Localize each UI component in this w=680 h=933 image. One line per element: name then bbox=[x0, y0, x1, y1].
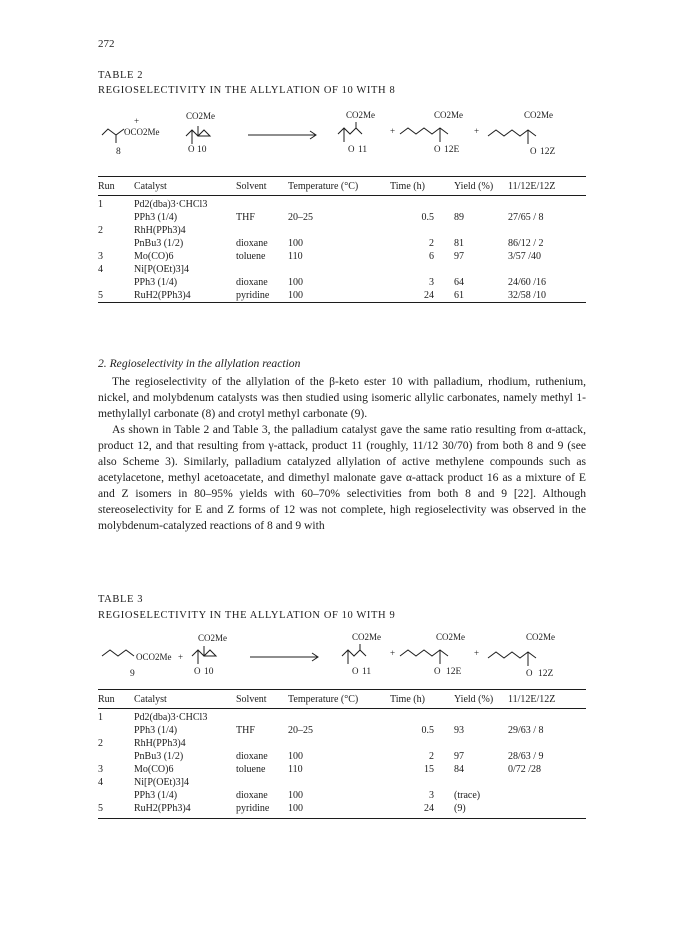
t2-r3-cat: PnBu3 (1/2) bbox=[134, 238, 184, 249]
t3-r3-yield: 97 bbox=[454, 751, 464, 762]
table-row bbox=[98, 737, 586, 750]
t3-r5-time bbox=[390, 776, 454, 789]
t2-r6-temp: 100 bbox=[288, 277, 303, 288]
t3-r2-time bbox=[390, 737, 454, 750]
t3-h-time: Time (h) bbox=[390, 694, 425, 705]
t3-r0-run: 1 bbox=[98, 712, 103, 723]
t2-r6-cat: PPh3 (1/4) bbox=[134, 277, 178, 288]
t3-h-cat: Catalyst bbox=[134, 694, 167, 705]
t2-r1-yield: 89 bbox=[454, 212, 464, 223]
t3-sub-4: CO2Me bbox=[526, 632, 555, 642]
table2-label: TABLE 2 bbox=[98, 70, 144, 81]
t3-r1-time: 0.5 bbox=[421, 725, 434, 736]
t3-r7-yield: (9) bbox=[454, 803, 466, 814]
t3-r6-yield: (trace) bbox=[454, 790, 481, 801]
t2-r6-time: 3 bbox=[429, 277, 434, 288]
t2-r0-sel bbox=[508, 198, 586, 211]
t3-r5-run: 4 bbox=[98, 777, 103, 788]
t3-plus-1: + bbox=[178, 652, 184, 662]
t3-p11-skeleton bbox=[342, 644, 366, 656]
t2-r4-run: 3 bbox=[98, 251, 103, 262]
t3-cmpd-12e: 12E bbox=[446, 667, 462, 677]
t3-r5-cat: Ni[P(OEt)3]4 bbox=[134, 777, 189, 788]
table-row bbox=[98, 237, 586, 250]
t3-h-yield: Yield (%) bbox=[454, 694, 494, 705]
table3-header-row bbox=[98, 691, 586, 708]
t3-r3-sel: 28/63 / 9 bbox=[508, 751, 544, 762]
t2-r4-yield: 97 bbox=[454, 251, 464, 262]
t2-r3-run bbox=[98, 237, 134, 250]
table3-reaction-scheme bbox=[98, 632, 586, 686]
t2-oxygen-2: O bbox=[348, 144, 355, 154]
page-number: 272 bbox=[98, 38, 115, 50]
t2-r2-yield bbox=[454, 224, 508, 237]
t3-r0-time bbox=[390, 711, 454, 724]
t2-r1-sol: THF bbox=[236, 212, 255, 223]
t3-oxygen-1: O bbox=[194, 666, 201, 676]
t2-r4-cat: Mo(CO)6 bbox=[134, 251, 174, 262]
table-row bbox=[98, 789, 586, 802]
t2-sub-1: CO2Me bbox=[186, 111, 215, 121]
t3-r1-temp: 20–25 bbox=[288, 725, 313, 736]
t2-r5-time bbox=[390, 263, 454, 276]
table-row bbox=[98, 776, 586, 789]
body-text bbox=[98, 374, 586, 534]
t2-r2-sel bbox=[508, 224, 586, 237]
t2-h-run: Run bbox=[98, 181, 115, 192]
t2-r4-sol: toluene bbox=[236, 251, 266, 262]
t3-r2-sol bbox=[236, 737, 288, 750]
t3-plus-3: + bbox=[474, 648, 480, 658]
t3-r3-temp: 100 bbox=[288, 751, 303, 762]
t2-r1-sel: 27/65 / 8 bbox=[508, 212, 544, 223]
t3-oxygen-3: O bbox=[434, 666, 441, 676]
paragraph-1: The regioselectivity of the allylation of the β-keto ester 10 with palladium, rhodium, ruthenium, nickel, and molybdenum catalysts was then studied using isomeric allylic carbonates, namely methyl 1-methylallyl carbonate (8) and crotyl methyl carbonate (9). bbox=[98, 375, 586, 420]
t2-r5-cat: Ni[P(OEt)3]4 bbox=[134, 264, 189, 275]
t3-p12z-skeleton bbox=[488, 652, 536, 658]
t3-r0-temp bbox=[288, 711, 390, 724]
t3-r5-temp bbox=[288, 776, 390, 789]
t2-r7-time: 24 bbox=[424, 290, 434, 301]
t2-r0-sol bbox=[236, 198, 288, 211]
t2-r6-run bbox=[98, 276, 134, 289]
t2-r7-sel: 32/58 /10 bbox=[508, 290, 547, 301]
table-row bbox=[98, 724, 586, 737]
t3-r5-yield bbox=[454, 776, 508, 789]
t2-r2-time bbox=[390, 224, 454, 237]
t3-r4-temp: 110 bbox=[288, 764, 303, 775]
table2-top-rule bbox=[98, 176, 586, 177]
t2-plus-2: + bbox=[390, 126, 396, 136]
t2-r0-cat: Pd2(dba)3·CHCl3 bbox=[134, 199, 208, 210]
table3-top-rule bbox=[98, 689, 586, 690]
t2-r1-time: 0.5 bbox=[421, 212, 434, 223]
t3-r0-sol bbox=[236, 711, 288, 724]
t2-r1-run bbox=[98, 211, 134, 224]
t2-r7-cat: RuH2(PPh3)4 bbox=[134, 290, 191, 301]
t3-r6-sel bbox=[508, 789, 586, 802]
t2-r6-sol: dioxane bbox=[236, 277, 268, 288]
t3-r6-temp: 100 bbox=[288, 790, 303, 801]
t2-r3-yield: 81 bbox=[454, 238, 464, 249]
t2-r0-run: 1 bbox=[98, 199, 103, 210]
t3-r6-sol: dioxane bbox=[236, 790, 268, 801]
t3-h-temp: Temperature (°C) bbox=[288, 694, 359, 705]
t3-r7-sel bbox=[508, 802, 586, 815]
t2-h-yield: Yield (%) bbox=[454, 181, 494, 192]
t2-r7-temp: 100 bbox=[288, 290, 303, 301]
t3-r2-temp bbox=[288, 737, 390, 750]
table-row bbox=[98, 263, 586, 276]
table-row bbox=[98, 802, 586, 815]
table-row bbox=[98, 224, 586, 237]
table-row bbox=[98, 198, 586, 211]
t3-r3-time: 2 bbox=[429, 751, 434, 762]
t2-plus-1: + bbox=[134, 116, 140, 126]
t3-r5-sel bbox=[508, 776, 586, 789]
t3-oxygen-2: O bbox=[352, 666, 359, 676]
paragraph-2: As shown in Table 2 and Table 3, the palladium catalyst gave the same ratio resulting from α-attack, product 12, and that resulting from γ-attack, product 11 (roughly, 11/12 30/70) from both 8 and 9 (see also Scheme 3). Similarly, palladium catalyzed allylation of active methylene compounds such as acetylacetone, methyl acetoacetate, and dimethyl malonate gave α-attack product 16 as a mixture of E and Z isomers in 80–95% yields with 60–70% selectivities from both 8 and 9 [22]. Although stereoselectivity for E and Z forms of 12 was not complete, high regioselectivity was observed in the molybdenum-catalyzed reactions of 8 and 9 with bbox=[98, 423, 586, 532]
t2-sub-0: OCO2Me bbox=[124, 127, 160, 137]
table3 bbox=[98, 691, 586, 815]
t2-h-time: Time (h) bbox=[390, 181, 425, 192]
t2-r5-run: 4 bbox=[98, 264, 103, 275]
t3-r2-run: 2 bbox=[98, 738, 103, 749]
t2-r3-sel: 86/12 / 2 bbox=[508, 238, 544, 249]
t2-r0-time bbox=[390, 198, 454, 211]
t3-r4-yield: 84 bbox=[454, 764, 464, 775]
t2-ketoester-skeleton bbox=[186, 126, 210, 136]
t2-r1-cat: PPh3 (1/4) bbox=[134, 212, 178, 223]
table3-bottom-rule bbox=[98, 818, 586, 819]
t2-reagent-skeleton bbox=[102, 129, 124, 143]
t2-cmpd-12z: 12Z bbox=[540, 147, 556, 157]
t3-r0-cat: Pd2(dba)3·CHCl3 bbox=[134, 712, 208, 723]
table-row bbox=[98, 289, 586, 302]
table2 bbox=[98, 178, 586, 302]
t3-r6-run bbox=[98, 789, 134, 802]
t3-r4-cat: Mo(CO)6 bbox=[134, 764, 174, 775]
t3-r3-sol: dioxane bbox=[236, 751, 268, 762]
t2-r2-sol bbox=[236, 224, 288, 237]
t3-r4-sol: toluene bbox=[236, 764, 266, 775]
t3-cmpd-10: 10 bbox=[204, 667, 214, 677]
t3-r7-temp: 100 bbox=[288, 803, 303, 814]
t2-cmpd-11: 11 bbox=[358, 145, 368, 155]
t2-sub-3: CO2Me bbox=[434, 110, 463, 120]
t3-r4-run: 3 bbox=[98, 764, 103, 775]
t2-r3-time: 2 bbox=[429, 238, 434, 249]
t3-r7-time: 24 bbox=[424, 803, 434, 814]
t3-r2-cat: RhH(PPh3)4 bbox=[134, 738, 186, 749]
t2-sub-4: CO2Me bbox=[524, 110, 553, 120]
t3-r1-sel: 29/63 / 8 bbox=[508, 725, 544, 736]
t2-r2-temp bbox=[288, 224, 390, 237]
t2-r7-yield: 61 bbox=[454, 290, 464, 301]
t2-r6-sel: 24/60 /16 bbox=[508, 277, 547, 288]
t3-r1-cat: PPh3 (1/4) bbox=[134, 725, 178, 736]
t3-p12e-skeleton bbox=[400, 650, 448, 656]
table-row bbox=[98, 250, 586, 263]
t3-r7-cat: RuH2(PPh3)4 bbox=[134, 803, 191, 814]
table2-bottom-rule bbox=[98, 302, 586, 303]
t2-oxygen-4: O bbox=[530, 146, 537, 156]
t3-sub-2: CO2Me bbox=[352, 632, 381, 642]
t3-r4-time: 15 bbox=[424, 764, 434, 775]
t3-h-sol: Solvent bbox=[236, 694, 267, 705]
t3-r1-run bbox=[98, 724, 134, 737]
t2-r5-sol bbox=[236, 263, 288, 276]
t3-r3-cat: PnBu3 (1/2) bbox=[134, 751, 184, 762]
t3-ketoester-skeleton bbox=[192, 646, 216, 656]
t2-cmpd-8: 8 bbox=[116, 147, 121, 157]
t2-r4-time: 6 bbox=[429, 251, 434, 262]
table-row bbox=[98, 211, 586, 224]
t2-p12e-skeleton bbox=[400, 128, 448, 134]
table-row bbox=[98, 750, 586, 763]
t2-r7-sol: pyridine bbox=[236, 290, 270, 301]
t2-r4-sel: 3/57 /40 bbox=[508, 251, 542, 262]
t2-r7-run: 5 bbox=[98, 290, 103, 301]
table-row bbox=[98, 763, 586, 776]
table-row bbox=[98, 276, 586, 289]
table3-label: TABLE 3 bbox=[98, 594, 144, 605]
table2-header-row bbox=[98, 178, 586, 195]
t2-r2-run: 2 bbox=[98, 225, 103, 236]
t2-p11-skeleton bbox=[338, 122, 362, 134]
table-row bbox=[98, 711, 586, 724]
t2-r4-temp: 110 bbox=[288, 251, 303, 262]
t3-cmpd-11: 11 bbox=[362, 667, 372, 677]
t2-r3-sol: dioxane bbox=[236, 238, 268, 249]
t3-r7-run: 5 bbox=[98, 803, 103, 814]
t3-cmpd-9: 9 bbox=[130, 669, 135, 679]
t3-r6-cat: PPh3 (1/4) bbox=[134, 790, 178, 801]
t2-r6-yield: 64 bbox=[454, 277, 464, 288]
t3-sub-0: OCO2Me bbox=[136, 652, 172, 662]
table3-body bbox=[98, 708, 586, 815]
t2-p12z-skeleton bbox=[488, 130, 536, 136]
t2-r0-yield bbox=[454, 198, 508, 211]
section-heading: 2. Regioselectivity in the allylation reaction bbox=[98, 357, 301, 370]
t2-r5-yield bbox=[454, 263, 508, 276]
t3-r7-sol: pyridine bbox=[236, 803, 270, 814]
t3-sub-3: CO2Me bbox=[436, 632, 465, 642]
t3-plus-2: + bbox=[390, 648, 396, 658]
t2-oxygen-3: O bbox=[434, 144, 441, 154]
t2-r0-temp bbox=[288, 198, 390, 211]
t2-cmpd-12e: 12E bbox=[444, 145, 460, 155]
t2-r3-temp: 100 bbox=[288, 238, 303, 249]
t2-cmpd-10: 10 bbox=[197, 145, 207, 155]
t3-reagent-skeleton bbox=[102, 650, 134, 656]
t2-h-sel: 11/12E/12Z bbox=[508, 181, 556, 192]
t2-plus-3: + bbox=[474, 126, 480, 136]
t2-h-cat: Catalyst bbox=[134, 181, 167, 192]
t2-r5-sel bbox=[508, 263, 586, 276]
t2-h-temp: Temperature (°C) bbox=[288, 181, 359, 192]
t3-oxygen-4: O bbox=[526, 668, 533, 678]
t3-cmpd-12z: 12Z bbox=[538, 669, 554, 679]
t2-r5-temp bbox=[288, 263, 390, 276]
t2-sub-2: CO2Me bbox=[346, 110, 375, 120]
t3-r1-yield: 93 bbox=[454, 725, 464, 736]
t3-r5-sol bbox=[236, 776, 288, 789]
table2-body bbox=[98, 195, 586, 302]
t2-h-sol: Solvent bbox=[236, 181, 267, 192]
t3-sub-1: CO2Me bbox=[198, 633, 227, 643]
t3-r2-yield bbox=[454, 737, 508, 750]
t3-r4-sel: 0/72 /28 bbox=[508, 764, 542, 775]
t3-h-run: Run bbox=[98, 694, 115, 705]
table3-title: REGIOSELECTIVITY IN THE ALLYLATION OF 10 WITH 9 bbox=[98, 610, 396, 621]
t3-r1-sol: THF bbox=[236, 725, 255, 736]
t3-r0-sel bbox=[508, 711, 586, 724]
t3-r6-time: 3 bbox=[429, 790, 434, 801]
t3-r0-yield bbox=[454, 711, 508, 724]
table2-reaction-scheme bbox=[98, 108, 586, 170]
t3-r2-sel bbox=[508, 737, 586, 750]
t2-oxygen-1: O bbox=[188, 144, 195, 154]
t2-r2-cat: RhH(PPh3)4 bbox=[134, 225, 186, 236]
t2-r1-temp: 20–25 bbox=[288, 212, 313, 223]
t3-h-sel: 11/12E/12Z bbox=[508, 694, 556, 705]
t3-r3-run bbox=[98, 750, 134, 763]
table2-title: REGIOSELECTIVITY IN THE ALLYLATION OF 10 WITH 8 bbox=[98, 85, 396, 96]
